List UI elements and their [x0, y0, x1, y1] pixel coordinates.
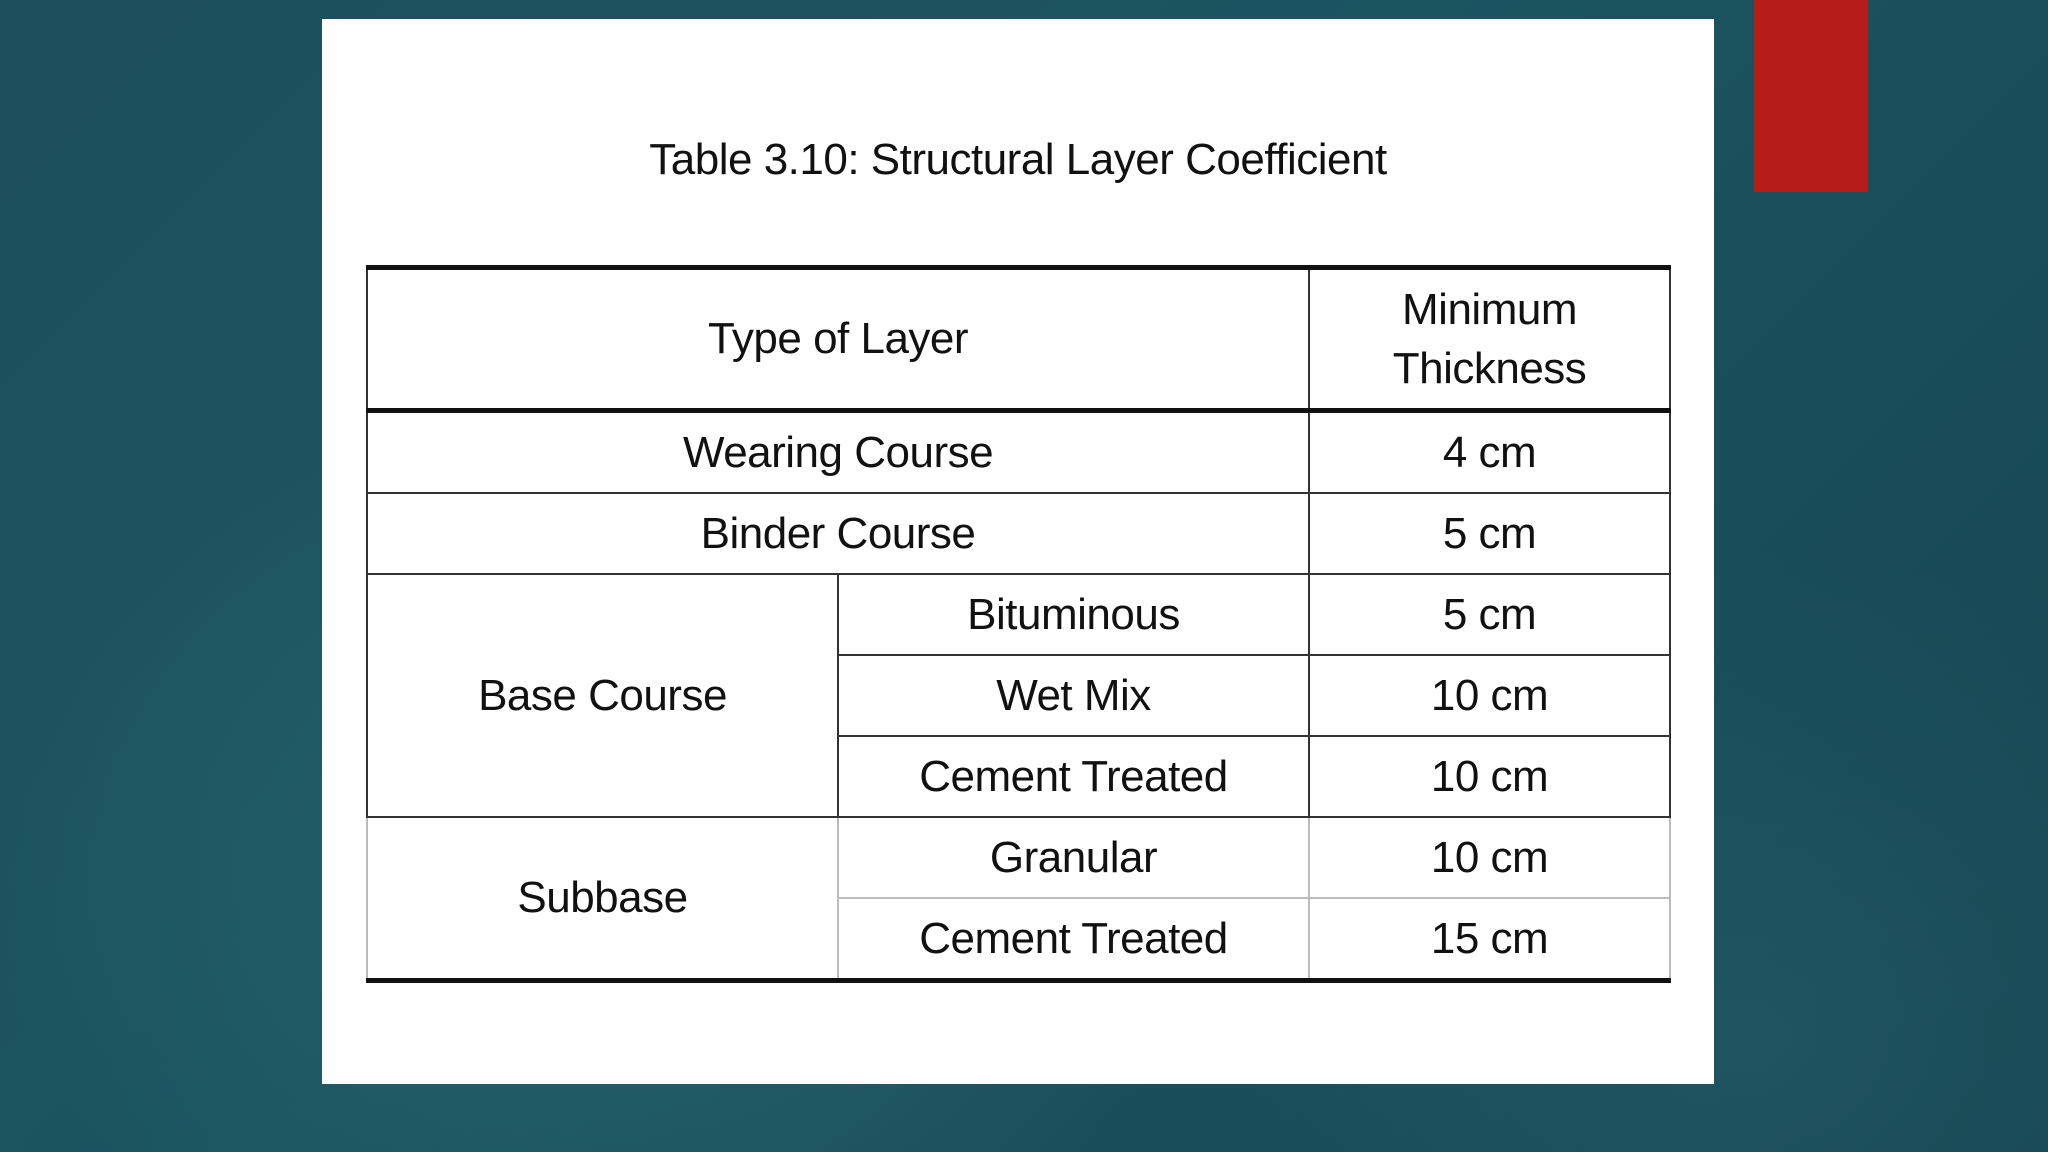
slide-card: [322, 19, 1714, 1084]
accent-block: [1754, 0, 1868, 192]
sublayer-cell: Cement Treated: [838, 898, 1309, 981]
sublayer-cell: Cement Treated: [838, 736, 1309, 817]
thickness-cell: 10 cm: [1309, 817, 1670, 898]
thickness-cell: 5 cm: [1309, 574, 1670, 655]
layer-cell: Binder Course: [367, 493, 1309, 574]
table-row: [367, 493, 1670, 574]
table-row: [367, 817, 1670, 898]
thickness-cell: 4 cm: [1309, 411, 1670, 494]
thickness-cell: 10 cm: [1309, 736, 1670, 817]
layer-cell: Wearing Course: [367, 411, 1309, 494]
sublayer-cell: Bituminous: [838, 574, 1309, 655]
thickness-cell: 10 cm: [1309, 655, 1670, 736]
layer-group-cell: Base Course: [367, 574, 838, 817]
sublayer-cell: Granular: [838, 817, 1309, 898]
thickness-cell: 15 cm: [1309, 898, 1670, 981]
table-title: Table 3.10: Structural Layer Coefficient: [649, 135, 1387, 184]
table-row: [367, 574, 1670, 655]
header-type-of-layer: Type of Layer: [367, 268, 1309, 411]
table-header-row: [367, 268, 1670, 411]
table-row: [367, 411, 1670, 494]
thickness-cell: 5 cm: [1309, 493, 1670, 574]
header-minimum-thickness: Minimum Thickness: [1309, 268, 1670, 411]
sublayer-cell: Wet Mix: [838, 655, 1309, 736]
layer-table: [366, 265, 1671, 983]
layer-group-cell: Subbase: [367, 817, 838, 981]
